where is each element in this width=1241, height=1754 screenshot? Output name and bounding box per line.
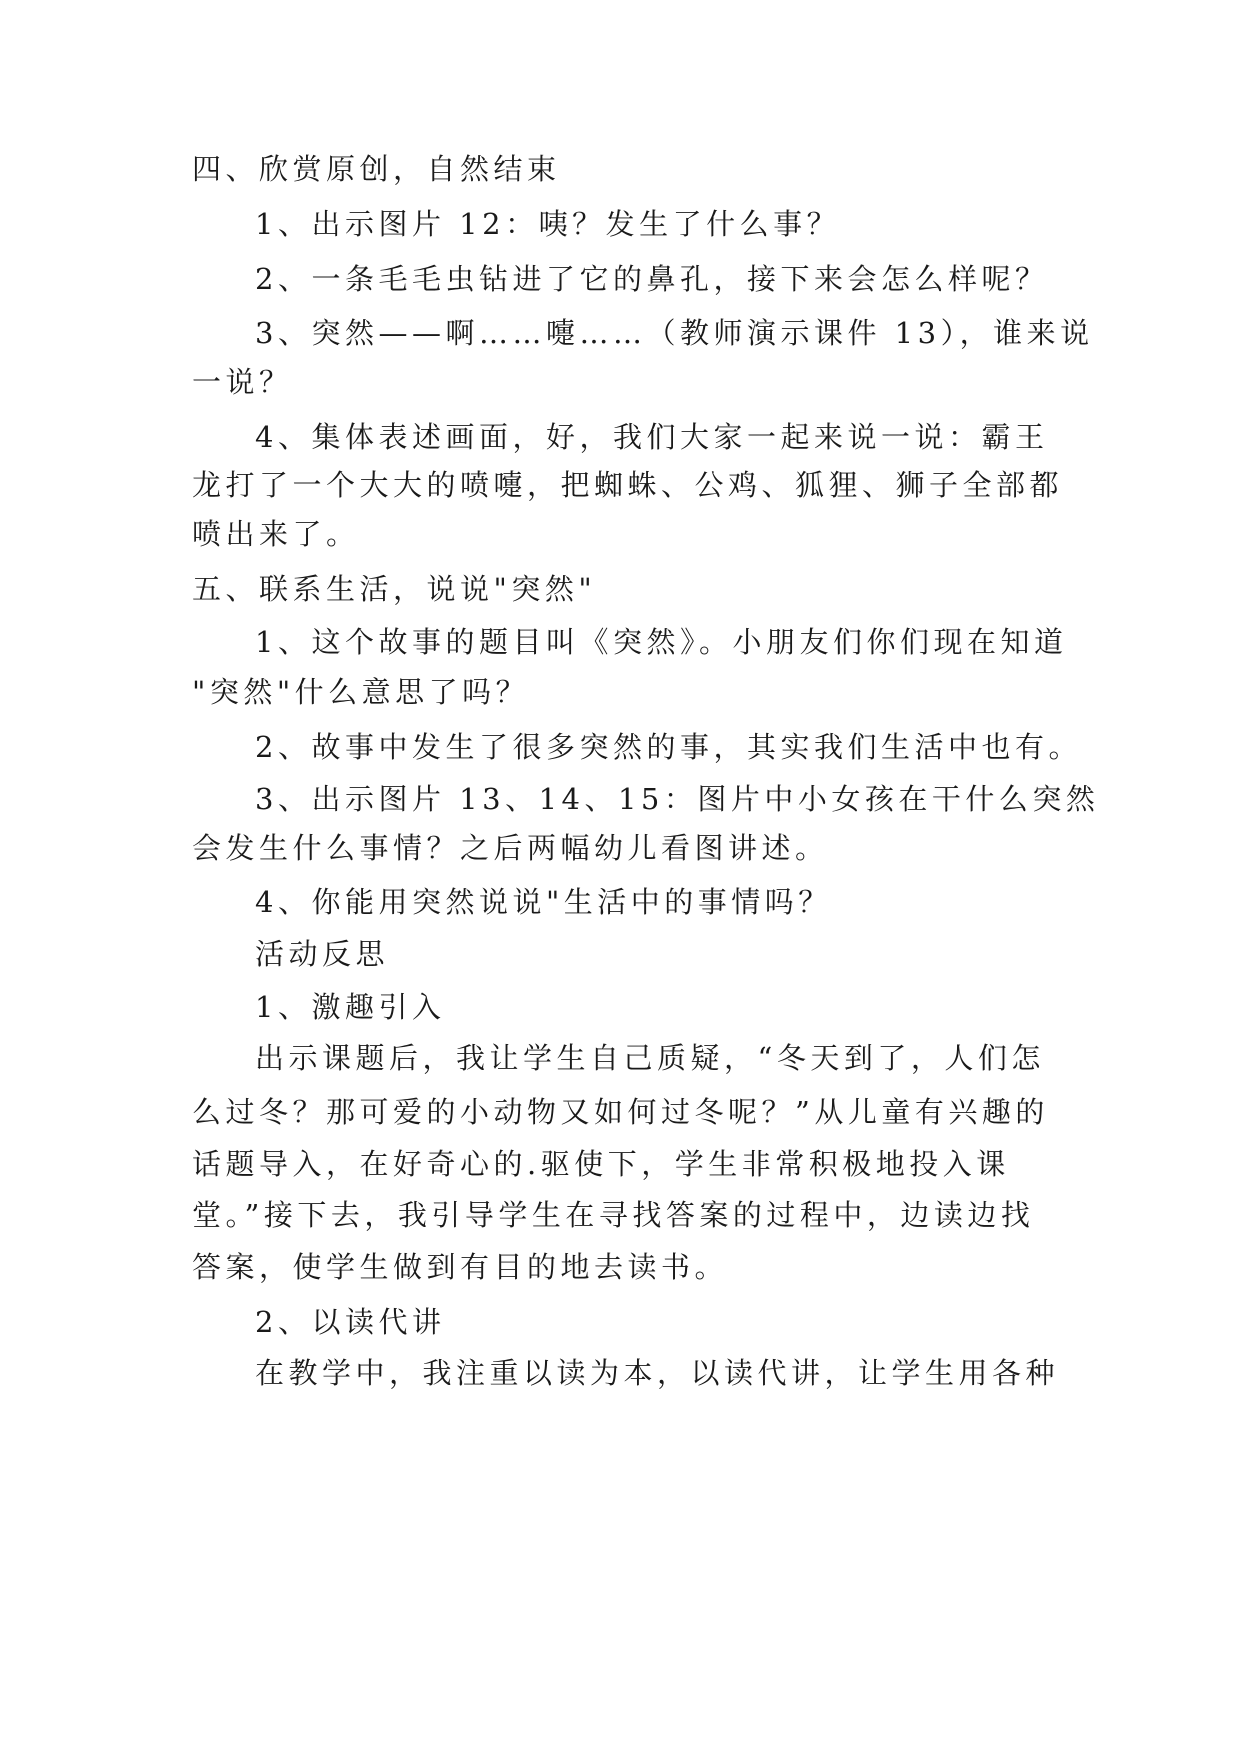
subheading-item: 2、以读代讲: [255, 1305, 446, 1339]
paragraph-line: 3、突然——啊……嚏……（教师演示课件 13），谁来说: [255, 316, 1094, 350]
section-heading-five: 五、联系生活，说说"突然": [192, 572, 597, 606]
paragraph-line: 龙打了一个大大的喷嚏，把蜘蛛、公鸡、狐狸、狮子全部都: [192, 468, 1064, 502]
paragraph-line: 话题导入，在好奇心的.驱使下，学生非常积极地投入课: [192, 1147, 1010, 1181]
paragraph-line: 2、一条毛毛虫钻进了它的鼻孔，接下来会怎么样呢？: [255, 262, 1049, 296]
paragraph-line: 1、出示图片 12：咦？发生了什么事？: [255, 207, 841, 241]
paragraph-line: 么过冬？那可爱的小动物又如何过冬呢？”从儿童有兴趣的: [192, 1095, 1049, 1129]
paragraph-line: 一说？: [192, 365, 293, 399]
paragraph-line: 2、故事中发生了很多突然的事，其实我们生活中也有。: [255, 730, 1082, 764]
subheading-activity-reflection: 活动反思: [255, 937, 390, 971]
paragraph-line: 3、出示图片 13、14、15：图片中小女孩在干什么突然: [255, 782, 1100, 816]
paragraph-line: 4、集体表述画面，好，我们大家一起来说一说：霸王: [255, 420, 1049, 454]
paragraph-line: 会发生什么事情？之后两幅幼儿看图讲述。: [192, 831, 829, 865]
paragraph-line: 答案，使学生做到有目的地去读书。: [192, 1250, 729, 1284]
paragraph-line: 1、这个故事的题目叫《突然》。小朋友们你们现在知道: [255, 625, 1068, 659]
paragraph-line: 在教学中，我注重以读为本，以读代讲，让学生用各种: [255, 1356, 1060, 1390]
paragraph-line: "突然"什么意思了吗？: [192, 675, 530, 709]
paragraph-line: 堂。”接下去，我引导学生在寻找答案的过程中，边读边找: [192, 1198, 1035, 1232]
section-heading-four: 四、欣赏原创，自然结束: [192, 152, 561, 186]
paragraph-line: 4、你能用突然说说"生活中的事情吗？: [255, 885, 832, 919]
paragraph-line: 喷出来了。: [192, 517, 360, 551]
paragraph-line: 出示课题后，我让学生自己质疑，“冬天到了，人们怎: [255, 1041, 1045, 1075]
subheading-item: 1、激趣引入: [255, 990, 446, 1024]
